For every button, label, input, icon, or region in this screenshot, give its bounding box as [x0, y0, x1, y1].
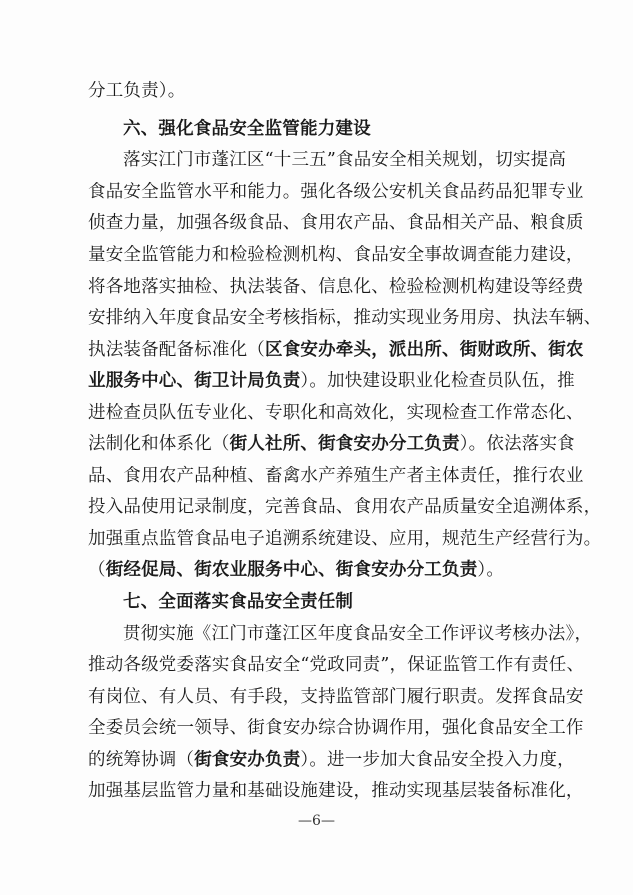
- text-segment: ）。依法落实食: [459, 434, 575, 454]
- text-segment: 食品安全监管水平和能力。强化各级公安机关食品药品犯罪专业: [88, 182, 584, 202]
- paragraph-line: [88, 528, 601, 550]
- paragraph-line: [88, 749, 575, 771]
- paragraph-line: [123, 623, 592, 645]
- paragraph-line: [88, 339, 584, 361]
- text-segment: 品、食用农产品种植、畜禽水产养殖生产者主体责任，推行农业: [88, 466, 584, 486]
- bold-text-segment: 街人社所、街食安办分工负责: [229, 434, 460, 454]
- paragraph-line: [88, 717, 584, 739]
- bold-text-segment: 七、全面落实食品安全责任制: [123, 592, 354, 612]
- text-segment: 进检查员队伍专业化、专职化和高效化，实现检查工作常态化、: [88, 403, 584, 423]
- text-segment: ）。: [477, 560, 505, 580]
- section-heading: [123, 118, 371, 140]
- bold-text-segment: 业服务中心、街卫计局负责: [88, 371, 301, 391]
- bold-text-segment: 街经促局、街农业服务中心、街食安办分工负责: [105, 560, 478, 580]
- paragraph-line: [88, 780, 584, 802]
- paragraph-line: [88, 181, 584, 203]
- paragraph-line: [88, 276, 584, 298]
- text-segment: 法制化和体系化（: [88, 434, 230, 454]
- bold-text-segment: 区食安办牵头，派出所、街财政所、街农: [265, 340, 584, 360]
- section-heading: [123, 591, 353, 613]
- page-number: —6—: [298, 813, 335, 829]
- paragraph-line: [88, 80, 185, 102]
- text-segment: 贯彻实施《江门市蓬江区年度食品安全工作评议考核办法》，: [123, 624, 593, 644]
- text-segment: ）。进一步加大食品安全投入力度，: [300, 750, 575, 770]
- text-segment: 加强重点监管食品电子追溯系统建设、应用，规范生产经营行为。: [88, 529, 602, 549]
- text-segment: 加强基层监管力量和基础设施建设，推动实现基层装备标准化，: [88, 781, 584, 801]
- text-segment: 落实江门市蓬江区“十三五”食品安全相关规划，切实提高: [123, 150, 567, 170]
- bold-text-segment: 街食安办负责: [194, 750, 301, 770]
- text-segment: 分工负责）。: [88, 81, 186, 101]
- text-segment: 量安全监管能力和检验检测机构、食品安全事故调查能力建设，: [88, 245, 584, 265]
- text-segment: 投入品使用记录制度，完善食品、食用农产品质量安全追溯体系，: [88, 497, 602, 517]
- text-segment: （: [88, 560, 106, 580]
- paragraph-line: [88, 654, 584, 676]
- text-segment: 全委员会统一领导、街食安办综合协调作用，强化食品安全工作: [88, 718, 584, 738]
- paragraph-line: [88, 496, 601, 518]
- paragraph-line: [88, 686, 584, 708]
- paragraph-line: [88, 402, 584, 424]
- text-segment: ）。加快建设职业化检查员队伍，推: [300, 371, 575, 391]
- text-segment: 推动各级党委落实食品安全“党政同责”，保证监管工作有责任、: [88, 655, 585, 675]
- text-segment: 执法装备配备标准化（: [88, 340, 265, 360]
- bold-text-segment: 六、强化食品安全监管能力建设: [123, 119, 371, 139]
- paragraph-line: [123, 149, 566, 171]
- paragraph-line: [88, 559, 504, 581]
- paragraph-line: [88, 465, 584, 487]
- text-segment: 的统筹协调（: [88, 750, 195, 770]
- paragraph-line: [88, 307, 601, 329]
- text-segment: 侦查力量，加强各级食品、食用农产品、食品相关产品、粮食质: [88, 213, 584, 233]
- paragraph-line: [88, 244, 584, 266]
- text-segment: 安排纳入年度食品安全考核指标，推动实现业务用房、执法车辆、: [88, 308, 602, 328]
- text-segment: 有岗位、有人员、有手段，支持监管部门履行职责。发挥食品安: [88, 687, 584, 707]
- paragraph-line: [88, 370, 575, 392]
- paragraph-line: [88, 433, 575, 455]
- text-segment: 将各地落实抽检、执法装备、信息化、检验检测机构建设等经费: [88, 277, 584, 297]
- paragraph-line: [88, 212, 584, 234]
